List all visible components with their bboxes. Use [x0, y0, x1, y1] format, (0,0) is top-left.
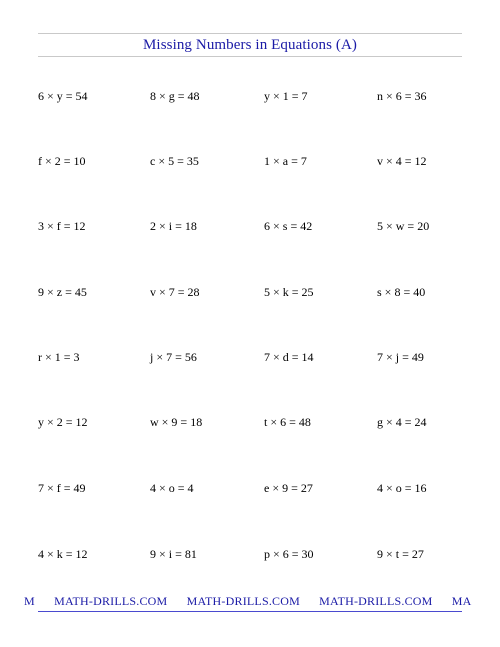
equation: 7 × f = 49: [38, 481, 86, 495]
equation-row: [38, 414, 462, 430]
equation: 4 × o = 4: [150, 481, 194, 495]
equation: 9 × z = 45: [38, 285, 87, 299]
equation: g × 4 = 24: [377, 415, 427, 429]
equation: y × 2 = 12: [38, 415, 88, 429]
equation-grid: [38, 88, 462, 566]
equation: 5 × w = 20: [377, 219, 430, 233]
equation-row: [38, 480, 462, 496]
footer-track: [24, 593, 487, 609]
footer-watermark: MATH-DRILLS.COM: [186, 594, 300, 608]
footer-watermark: MA: [451, 594, 472, 608]
equation: f × 2 = 10: [38, 154, 86, 168]
equation-row: [38, 153, 462, 169]
equation: 1 × a = 7: [264, 154, 307, 168]
footer-watermark: MATH-DRILLS.COM: [319, 594, 433, 608]
equation: c × 5 = 35: [150, 154, 199, 168]
equation: v × 4 = 12: [377, 154, 427, 168]
equation: e × 9 = 27: [264, 481, 313, 495]
equation: 4 × k = 12: [38, 547, 88, 561]
equation: 7 × d = 14: [264, 350, 314, 364]
equation: 9 × i = 81: [150, 547, 197, 561]
equation: 3 × f = 12: [38, 219, 86, 233]
equation: p × 6 = 30: [264, 547, 314, 561]
equation: 5 × k = 25: [264, 285, 314, 299]
equation: r × 1 = 3: [38, 350, 80, 364]
equation: t × 6 = 48: [264, 415, 311, 429]
equation: 4 × o = 16: [377, 481, 427, 495]
equation: 9 × t = 27: [377, 547, 424, 561]
equation: 6 × s = 42: [264, 219, 313, 233]
equation: 6 × y = 54: [38, 89, 88, 103]
equation-row: [38, 349, 462, 365]
equation: 2 × i = 18: [150, 219, 197, 233]
equation: s × 8 = 40: [377, 285, 426, 299]
equation: v × 7 = 28: [150, 285, 200, 299]
equation: y × 1 = 7: [264, 89, 308, 103]
equation-row: [38, 218, 462, 234]
worksheet-title: Missing Numbers in Equations (A): [142, 37, 358, 53]
equation-row: [38, 284, 462, 300]
equation-row: [38, 88, 462, 104]
equation: 8 × g = 48: [150, 89, 200, 103]
footer-watermark: MATH-DRILLS.COM: [54, 594, 168, 608]
equation: j × 7 = 56: [150, 350, 197, 364]
footer-banner: [24, 593, 472, 612]
equation-row: [38, 546, 462, 562]
equation: n × 6 = 36: [377, 89, 427, 103]
footer-watermark: M: [24, 594, 35, 608]
equation: 7 × j = 49: [377, 350, 424, 364]
equation: w × 9 = 18: [150, 415, 203, 429]
title-bar: [38, 33, 462, 57]
